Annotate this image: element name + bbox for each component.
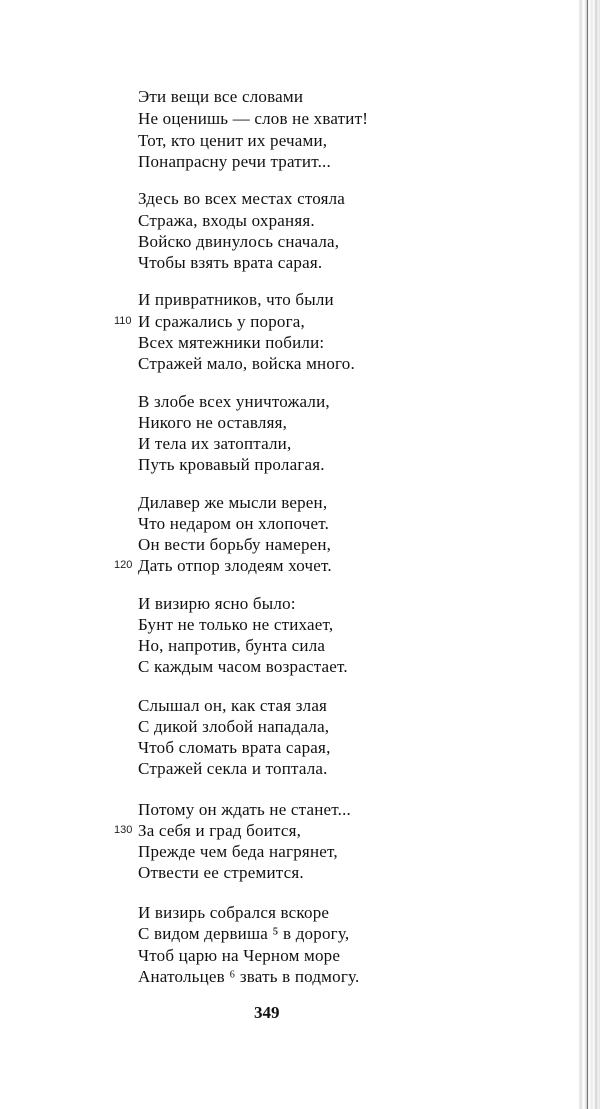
verse-line: Здесь во всех местах стояла: [138, 189, 346, 208]
verse-line: И визирю ясно было:: [138, 594, 296, 613]
verse-line: В злобе всех уничтожали,: [138, 392, 330, 411]
verse-line: С дикой злобой нападала,: [138, 717, 330, 736]
verse-line: И тела их затоптали,: [138, 434, 292, 453]
verse-line: Анатольцев ⁶ звать в подмогу.: [138, 967, 360, 986]
line-number: 110: [114, 315, 132, 327]
verse-line: Стража, входы охраняя.: [138, 211, 315, 230]
verse-line: С видом дервиша ⁵ в дорогу,: [138, 924, 350, 943]
verse-line: Он вести борьбу намерен,: [138, 535, 332, 554]
verse-line: С каждым часом возрастает.: [138, 657, 348, 676]
verse-line: Стражей мало, войска много.: [138, 354, 355, 373]
page-number: 349: [254, 1003, 280, 1022]
verse-line: Бунт не только не стихает,: [138, 615, 334, 634]
book-edge: [578, 0, 600, 1109]
verse-line: Войско двинулось сначала,: [138, 232, 340, 251]
verse-line: Дилавер же мысли верен,: [138, 493, 328, 512]
line-number: 130: [114, 824, 133, 836]
verse-line: И визирь собрался вскоре: [138, 903, 330, 922]
verse-line: И привратников, что были: [138, 290, 334, 309]
line-number: 120: [114, 559, 133, 571]
verse-line: Чтобы взять врата сарая.: [138, 253, 323, 272]
verse-line: Никого не оставляя,: [138, 413, 288, 432]
verse-line: За себя и град боится,: [138, 821, 302, 840]
verse-line: Эти вещи все словами: [138, 87, 304, 106]
verse-line: Дать отпор злодеям хочет.: [138, 556, 332, 575]
verse-line: Понапрасну речи тратит...: [138, 152, 331, 171]
verse-line: Не оценишь — слов не хватит!: [138, 109, 369, 128]
verse-line: Стражей секла и топтала.: [138, 759, 328, 778]
verse-line: Чтоб царю на Черном море: [138, 946, 341, 965]
gutter-line: [587, 0, 588, 1109]
verse-line: Путь кровавый пролагая.: [138, 455, 325, 474]
verse-line: Что недаром он хлопочет.: [138, 514, 330, 533]
verse-line: Прежде чем беда нагрянет,: [138, 842, 338, 861]
verse-line: Потому он ждать не станет...: [138, 800, 351, 819]
verse-line: Но, напротив, бунта сила: [138, 636, 326, 655]
verse-line: Слышал он, как стая злая: [138, 696, 328, 715]
verse-line: Отвести ее стремится.: [138, 863, 304, 882]
verse-line: Тот, кто ценит их речами,: [138, 131, 328, 150]
verse-line: И сражались у порога,: [138, 312, 306, 331]
verse-line: Чтоб сломать врата сарая,: [138, 738, 331, 757]
verse-line: Всех мятежники побили:: [138, 333, 325, 352]
